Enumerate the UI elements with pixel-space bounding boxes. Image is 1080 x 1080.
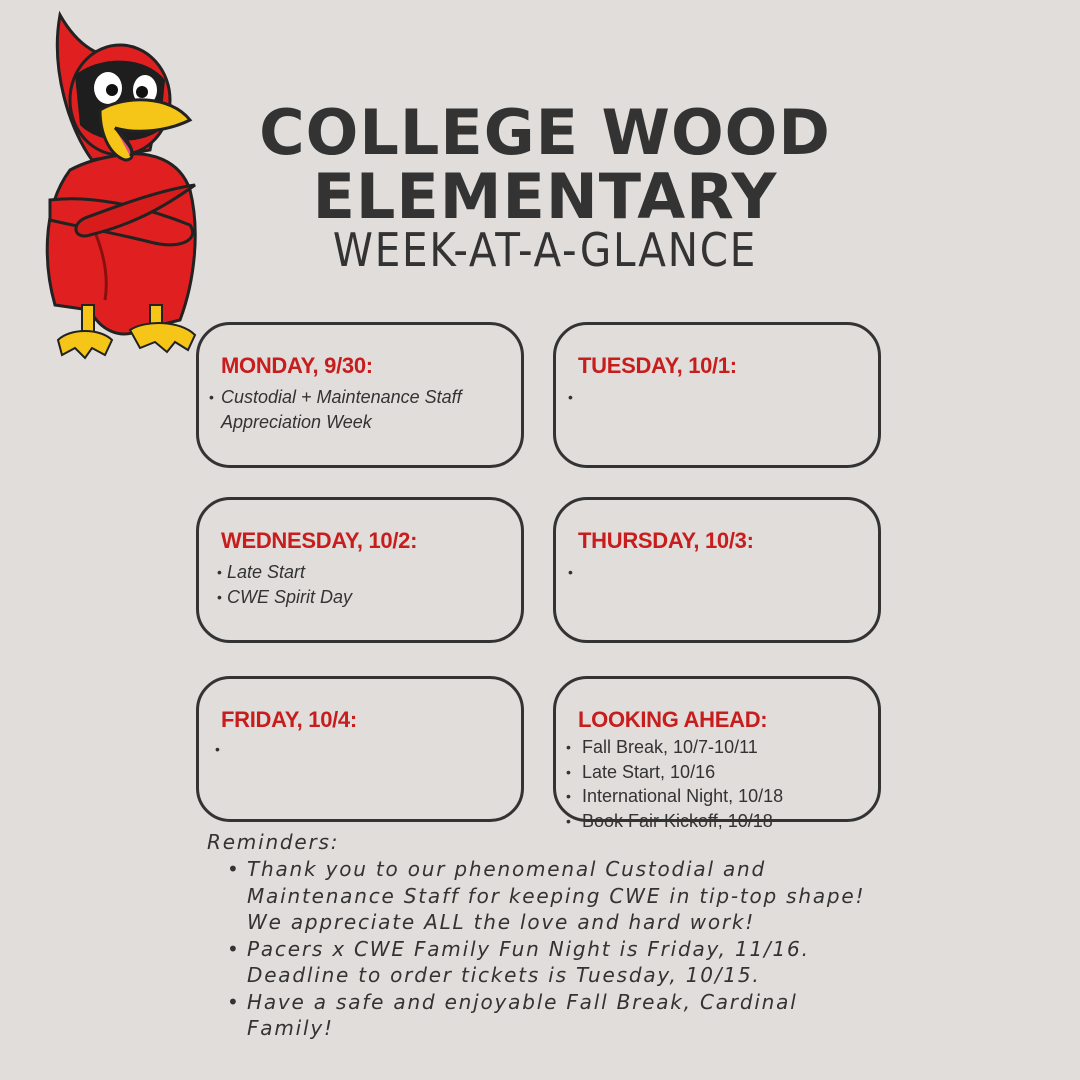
day-heading: MONDAY, 9/30: bbox=[221, 353, 373, 378]
reminders-section bbox=[207, 828, 887, 1042]
day-card-wednesday bbox=[196, 497, 524, 643]
list-item bbox=[568, 560, 872, 585]
list-item: • Late Start bbox=[217, 560, 515, 585]
reminders-heading: Reminders: bbox=[207, 830, 340, 854]
list-item: • Book Fair Kickoff, 10/18 bbox=[566, 809, 872, 834]
page-subtitle: WEEK-AT-A-GLANCE bbox=[332, 223, 758, 277]
list-item: • Have a safe and enjoyable Fall Break, Cardinal Family! bbox=[207, 989, 887, 1042]
looking-ahead-heading: LOOKING AHEAD: bbox=[578, 707, 768, 732]
list-item: • International Night, 10/18 bbox=[566, 784, 872, 809]
day-heading: FRIDAY, 10/4: bbox=[221, 707, 357, 732]
list-item: • Pacers x CWE Family Fun Night is Friday, 11/16. Deadline to order tickets is Tuesday, 10/15. bbox=[207, 936, 887, 989]
list-item: • CWE Spirit Day bbox=[217, 585, 515, 610]
list-item: • Thank you to our phenomenal Custodial and Maintenance Staff for keeping CWE in tip-top shape! We appreciate ALL the love and hard work! bbox=[207, 856, 887, 936]
list-item: • Custodial + Maintenance Staff Appreciation Week bbox=[209, 385, 515, 435]
list-item bbox=[215, 737, 515, 762]
day-heading: THURSDAY, 10/3: bbox=[578, 528, 754, 553]
day-heading: WEDNESDAY, 10/2: bbox=[221, 528, 418, 553]
school-name-line1: COLLEGE WOOD bbox=[259, 96, 831, 169]
school-name-line2: ELEMENTARY bbox=[312, 160, 778, 233]
looking-ahead-card bbox=[553, 676, 881, 831]
list-item: • Fall Break, 10/7-10/11 bbox=[566, 735, 872, 760]
list-item bbox=[568, 385, 872, 410]
day-card-monday bbox=[196, 322, 524, 468]
day-card-friday bbox=[196, 676, 524, 822]
day-card-thursday bbox=[553, 497, 881, 643]
day-heading: TUESDAY, 10/1: bbox=[578, 353, 737, 378]
day-card-tuesday bbox=[553, 322, 881, 468]
list-item: • Late Start, 10/16 bbox=[566, 760, 872, 785]
